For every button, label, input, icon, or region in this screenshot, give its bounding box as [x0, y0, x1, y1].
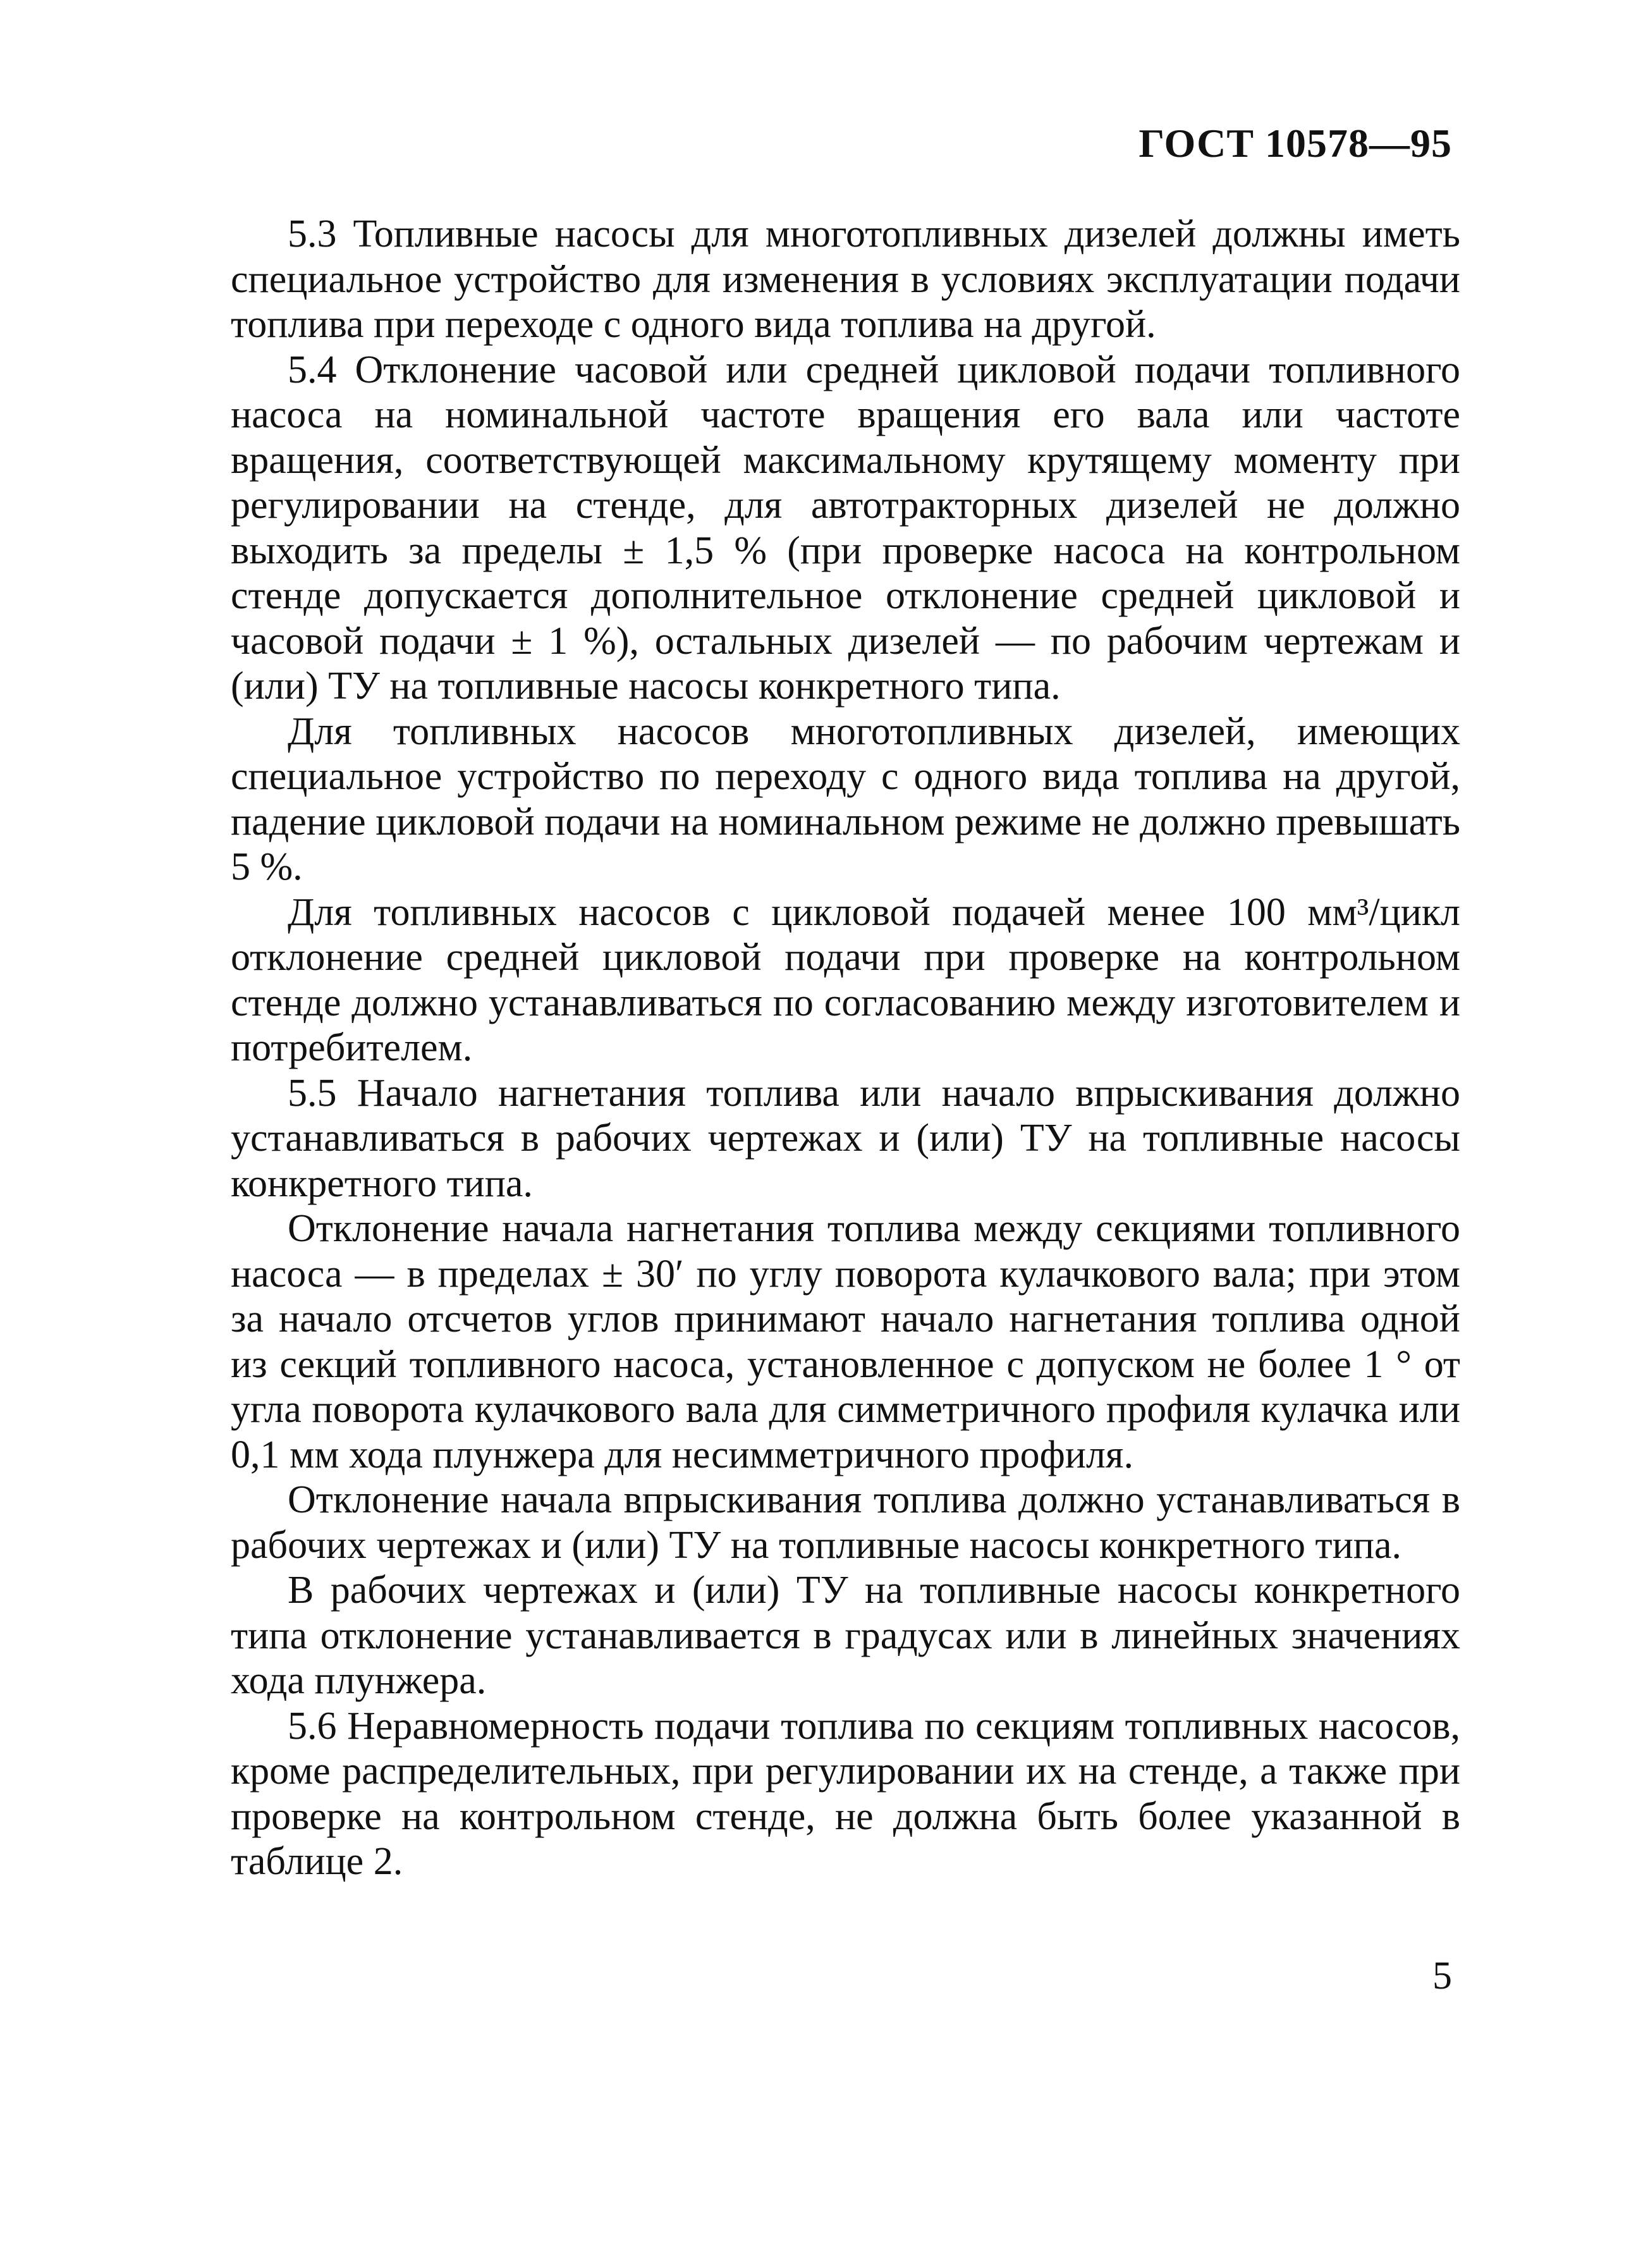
paragraph-multifuel-drop: Для топливных насосов многотопливных дизелей, имеющих специальное устройство по переходу с одного вида топлива на другой, падение цикловой подачи на номинальном режиме не должно превышать 5 %.: [231, 709, 1460, 888]
paragraph-5-4: 5.4 Отклонение часовой или средней цикловой подачи топливного насоса на номинальной частоте вращения его вала или частоте вращения, соответствующей максимальному крутящему моменту при регулировании на стенде, для автотракторных дизелей не должно выходить за пределы ± 1,5 % (при проверке насоса на контрольном стенде допускается дополнительное отклонение средней цикловой и часовой подачи ± 1 %), остальных дизелей — по рабочим чертежам и (или) ТУ на топливные насосы конкретного типа.: [231, 348, 1460, 708]
paragraph-low-cycle-feed: Для топливных насосов с цикловой подачей менее 100 мм³/цикл отклонение средней цикловой подачи при проверке на контрольном стенде должно устанавливаться по согласованию между изготовителем и потребителем.: [231, 890, 1460, 1069]
paragraph-deviation-units: В рабочих чертежах и (или) ТУ на топливные насосы конкретного типа отклонение устанавливается в градусах или в линейных значениях хода плунжера.: [231, 1569, 1460, 1702]
paragraph-5-6: 5.6 Неравномерность подачи топлива по секциям топливных насосов, кроме распределительных, при регулировании их на стенде, а также при проверке на контрольном стенде, не должна быть более указанной в таблице 2.: [231, 1704, 1460, 1883]
document-code-header: ГОСТ 10578—95: [1138, 121, 1452, 166]
paragraph-injection-start-deviation: Отклонение начала нагнетания топлива между секциями топливного насоса — в пределах ± 30′ по углу поворота кулачкового вала; при этом за начало отсчетов углов принимают начало нагнетания топлива одной из секций топливного насоса, установленное с допуском не более 1 ° от угла поворота кулачкового вала для симметричного профиля кулачка или 0,1 мм хода плунжера для несимметричного профиля.: [231, 1207, 1460, 1476]
page-number: 5: [1432, 1954, 1452, 1997]
paragraph-injection-deviation-docs: Отклонение начала впрыскивания топлива должно устанавливаться в рабочих чертежах и (или) ТУ на топливные насосы конкретного типа.: [231, 1478, 1460, 1567]
document-body: [231, 212, 1460, 1885]
paragraph-5-5: 5.5 Начало нагнетания топлива или начало впрыскивания должно устанавливаться в рабочих чертежах и (или) ТУ на топливные насосы конкретного типа.: [231, 1071, 1460, 1205]
paragraph-5-3: 5.3 Топливные насосы для многотопливных дизелей должны иметь специальное устройство для изменения в условиях эксплуатации подачи топлива при переходе с одного вида топлива на другой.: [231, 212, 1460, 346]
